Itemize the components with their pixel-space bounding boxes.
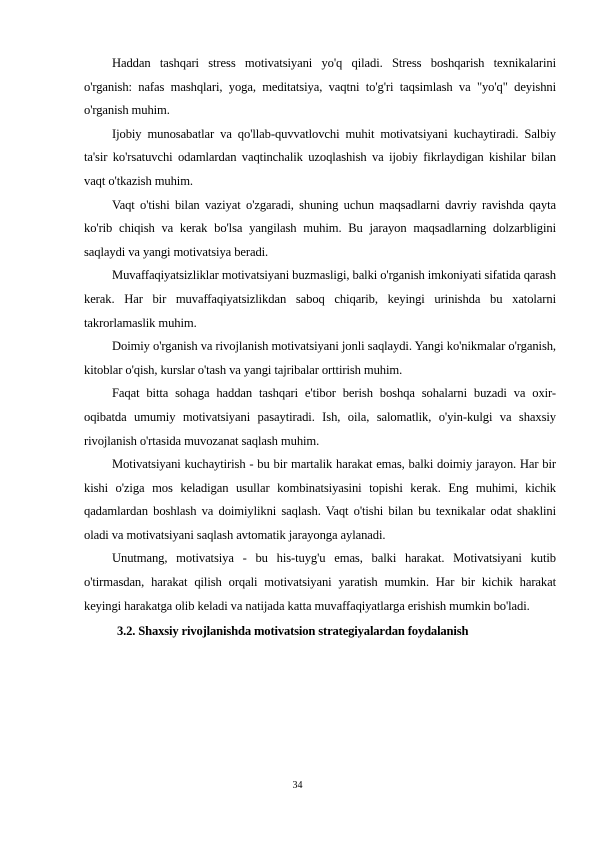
paragraph-continuous-process: Motivatsiyani kuchaytirish - bu bir martalik harakat emas, balki doimiy jarayon. Har bir kishi o'ziga mos keladigan usullar kombinatsiyasini topishi kerak. Eng muhimi, kichik qadamlardan boshlash va doimiylikni saqlash. Vaqt o'tishi bilan bu texnikalar odat shaklini oladi va motivatsiyani saqlash avtomatik jarayonga aylanadi. bbox=[84, 457, 556, 542]
paragraph-balance: Faqat bitta sohaga haddan tashqari e'tibor berish boshqa sohalarni buzadi va oxir-oqibatda umumiy motivatsiyani pasaytiradi. Ish, oila, salomatlik, o'yin-kulgi va shaxsiy rivojlanish o'rtasida muvozanat saqlash muhim. bbox=[84, 386, 556, 448]
paragraph-failures: Muvaffaqiyatsizliklar motivatsiyani buzmasligi, balki o'rganish imkoniyati sifatida qarash kerak. Har bir muvaffaqiyatsizlikdan saboq chiqarib, keyingi urinishda bu xatolarni takrorlamaslik muhim. bbox=[84, 268, 556, 330]
paragraph-learning: Doimiy o'rganish va rivojlanish motivatsiyani jonli saqlaydi. Yangi ko'nikmalar o'rganish, kitoblar o'qish, kurslar o'tash va yangi tajribalar orttirish muhim. bbox=[84, 339, 556, 377]
paragraph-goals-review: Vaqt o'tishi bilan vaziyat o'zgaradi, shuning uchun maqsadlarni davriy ravishda qayta ko'rib chiqish va kerak bo'lsa yangilash muhim. Bu jarayon maqsadlarning dolzarbligini saqlaydi va yangi motivatsiya beradi. bbox=[84, 197, 556, 259]
paragraph-stress: Haddan tashqari stress motivatsiyani yo'q qiladi. Stress boshqarish texnikalarini o'rganish: nafas mashqlari, yoga, meditatsiya, vaqtni to'g'ri taqsimlash va "yo'q" deyishni o'rganish muhim. bbox=[84, 56, 556, 118]
paragraph-action: Unutmang, motivatsiya - bu his-tuyg'u emas, balki harakat. Motivatsiyani kutib o'tirmasdan, harakat qilish orqali motivatsiyani yaratish mumkin. Har bir kichik harakat keyingi harakatga olib keladi va natijada katta muvaffaqiyatlarga erishish mumkin bo'ladi. bbox=[84, 551, 556, 613]
document-page bbox=[84, 52, 556, 644]
paragraph-relationships: Ijobiy munosabatlar va qo'llab-quvvatlovchi muhit motivatsiyani kuchaytiradi. Salbiy ta'sir ko'rsatuvchi odamlardan vaqtinchalik uzoqlashish va ijobiy fikrlaydigan kishilar bilan vaqt o'tkazish muhim. bbox=[84, 126, 556, 188]
section-heading: 3.2. Shaxsiy rivojlanishda motivatsion strategiyalardan foydalanish bbox=[117, 624, 469, 639]
page-number: 34 bbox=[292, 780, 303, 791]
